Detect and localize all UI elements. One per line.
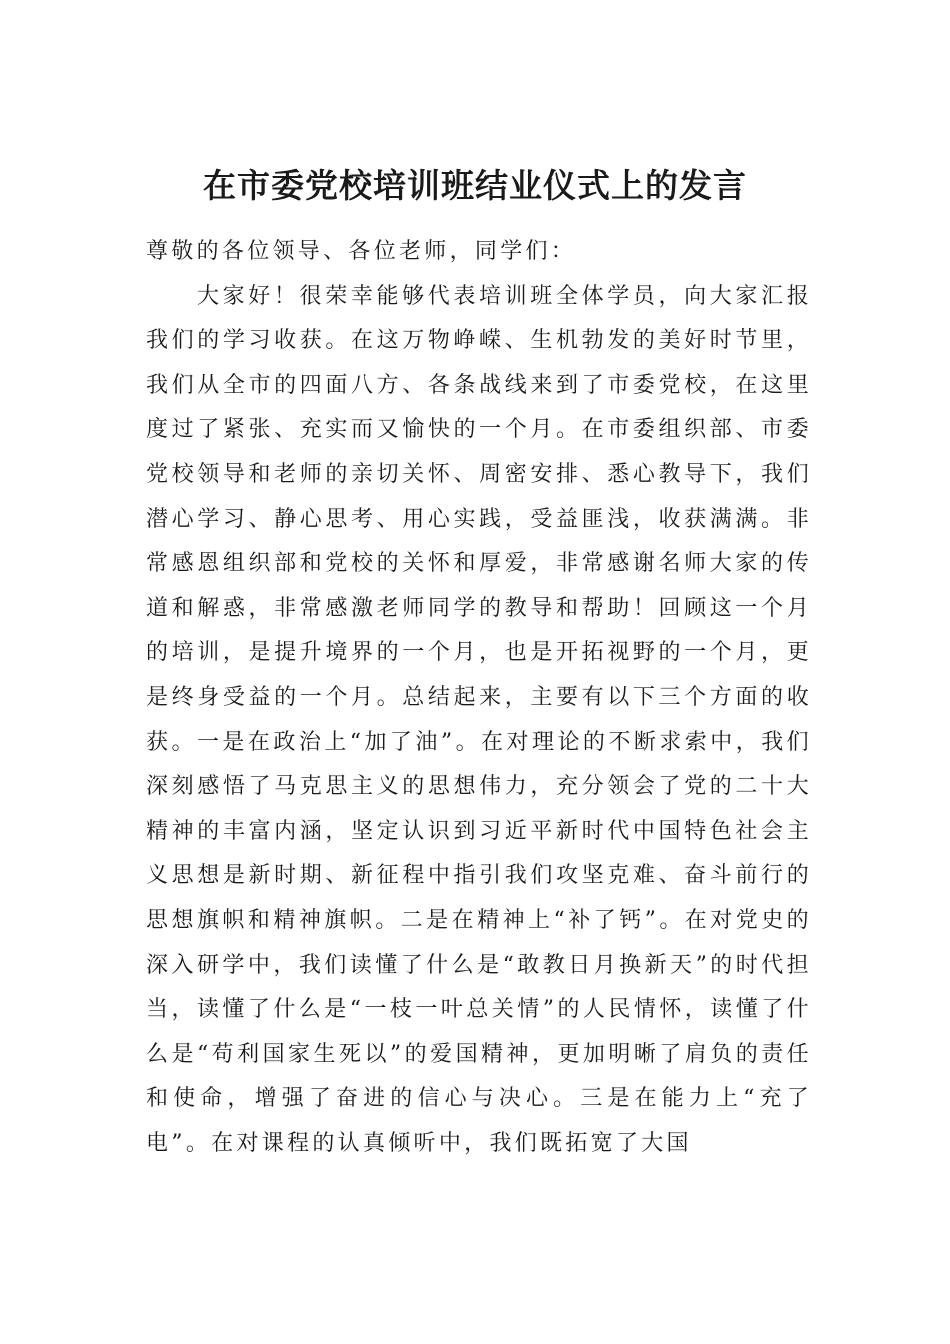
document-title: 在市委党校培训班结业仪式上的发言 xyxy=(203,166,747,205)
body-paragraph: 大家好！很荣幸能够代表培训班全体学员，向大家汇报我们的学习收获。在这万物峥嵘、生机勃发的美好时节里，我们从全市的四面八方、各条战线来到了市委党校，在这里度过了紧张、充实而又愉快的一个月。在市委组织部、市委党校领导和老师的亲切关怀、周密安排、悉心教导下，我们潜心学习、静心思考、用心实践，受益匪浅，收获满满。非常感恩组织部和党校的关怀和厚爱，非常感谢名师大家的传道和解惑，非常感激老师同学的教导和帮助！回顾这一个月的培训，是提升境界的一个月，也是开拓视野的一个月，更是终身受益的一个月。总结起来，主要有以下三个方面的收获。一是在政治上“加了油”。在对理论的不断求索中，我们深刻感悟了马克思主义的思想伟力，充分领会了党的二十大精神的丰富内涵，坚定认识到习近平新时代中国特色社会主义思想是新时期、新征程中指引我们攻坚克难、奋斗前行的思想旗帜和精神旗帜。二是在精神上“补了钙”。在对党史的深入研学中，我们读懂了什么是“敢教日月换新天”的时代担当，读懂了什么是“一枝一叶总关情”的人民情怀，读懂了什么是“苟利国家生死以”的爱国精神，更加明晰了肩负的责任和使命，增强了奋进的信心与决心。三是在能力上“充了电”。在对课程的认真倾听中，我们既拓宽了大国 xyxy=(146,283,812,1156)
document-body xyxy=(146,230,812,1166)
salutation: 尊敬的各位领导、各位老师，同学们： xyxy=(146,239,577,264)
